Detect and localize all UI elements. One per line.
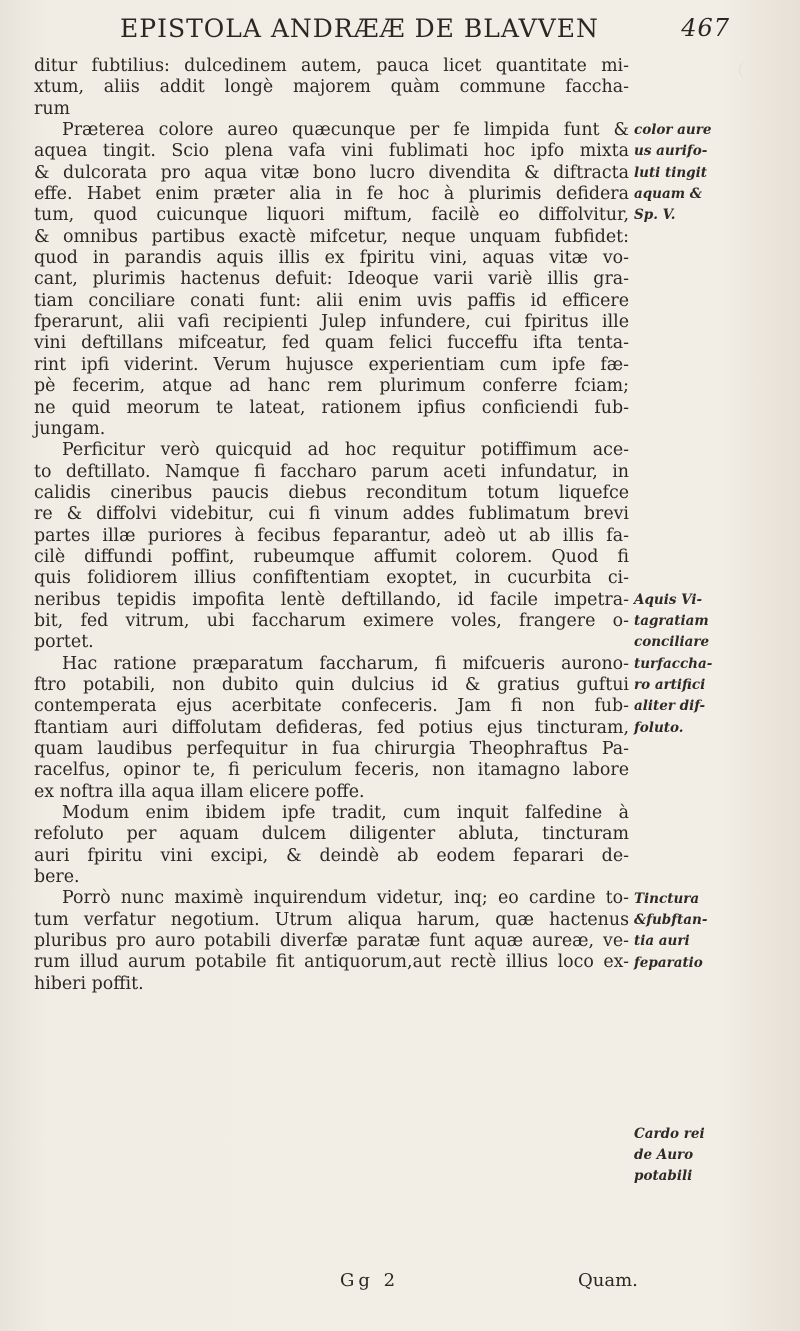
margin-note-line: luti tingit	[634, 164, 707, 181]
text-line: rum	[34, 98, 71, 119]
text-line: cilè diffundi poffint, rubeumque affumit colorem. Quod fi	[34, 546, 629, 567]
margin-note-line: tagratiam	[634, 613, 709, 630]
running-head	[120, 14, 730, 50]
text-line: quam laudibus perfequitur in fua chirurgia Theophraftus Pa-	[34, 739, 629, 759]
margin-note-line: conciliare	[634, 634, 710, 651]
text-line: jungam.	[34, 418, 106, 439]
text-line: bere.	[34, 867, 80, 888]
text-line: partes illæ puriores à fecibus feparantur, adeò ut ab illis fa-	[34, 525, 629, 546]
running-head-title: EPISTOLA ANDRÆÆ DE BLAVVEN	[120, 14, 599, 43]
margin-note-line: &fubftan-	[634, 911, 708, 928]
body-text	[34, 56, 629, 995]
text-line: Hac ratione præparatum faccharum, fi mifcueris aurono-	[62, 653, 629, 674]
margin-note-line: Aquis Vi-	[634, 591, 703, 608]
margin-note-line: Cardo rei	[634, 1125, 705, 1142]
text-line: refoluto per aquam dulcem diligenter abluta, tincturam	[34, 824, 629, 845]
text-line: tum, quod cuicunque liquori miftum, facilè eo diffolvitur,	[34, 205, 629, 226]
margin-note-line: tia auri	[634, 933, 690, 950]
text-line: Præterea colore aureo quæcunque per fe limpida funt &	[62, 120, 629, 141]
page-number: 467	[681, 14, 730, 42]
text-line: fperarunt, alii vafi recipienti Julep infundere, cui fpiritus ille	[34, 312, 629, 333]
paragraph	[34, 803, 629, 888]
margin-note-line	[634, 867, 707, 888]
paragraph	[34, 654, 629, 803]
text-line: bit, fed vitrum, ubi faccharum eximere voles, frangere o-	[34, 610, 629, 631]
text-line: & dulcorata pro aqua vitæ bono lucro divendita & diftracta	[34, 162, 629, 183]
text-line: tum verfatur negotium. Utrum aliqua harum, quæ hactenus	[34, 909, 629, 930]
margin-note-line: color aure	[634, 122, 712, 139]
margin-note	[634, 867, 707, 974]
margin-note-line: potabili	[634, 1168, 693, 1185]
margin-note-line: us aurifo-	[634, 143, 708, 160]
text-line: calidis cineribus paucis diebus reconditum totum liquefce	[34, 482, 629, 503]
paragraph	[34, 56, 629, 120]
paper-stain	[739, 60, 760, 80]
paragraph	[34, 888, 629, 995]
text-line: xtum, aliis addit longè majorem quàm commune faccha-	[34, 77, 629, 98]
text-line: quis folidiorem illius confiftentiam exoptet, in cucurbita ci-	[34, 568, 629, 589]
paragraph	[34, 440, 629, 653]
text-line: ex noftra illa aqua illam elicere poffe.	[34, 781, 365, 802]
margin-note-line: foluto.	[634, 719, 684, 736]
text-line: auri fpiritu vini excipi, & deindè ab eodem feparari de-	[34, 845, 629, 866]
text-line: ftro potabili, non dubito quin dulcius id & gratius guftui	[34, 674, 629, 695]
text-line: ftantiam auri diffolutam defideras, fed potius ejus tincturam,	[34, 717, 629, 738]
text-line: effe. Habet enim præter alia in fe hoc à plurimis defidera	[34, 184, 629, 205]
text-line: pluribus pro auro potabili diverfæ paratæ funt aquæ aureæ, ve-	[34, 931, 629, 952]
text-line: tiam conciliare conati funt: alii enim uvis paffis id efficere	[34, 290, 629, 311]
text-line: rum illud aurum potabile fit antiquorum,aut rectè illius loco ex-	[34, 952, 629, 973]
text-line: rint ipfi viderint. Verum hujusce experientiam cum ipfe fæ-	[34, 354, 629, 375]
margin-note-line: aliter dif-	[634, 698, 706, 715]
text-line: ditur fubtilius: dulcedinem autem, pauca licet quantitate mi-	[34, 56, 629, 76]
text-line: vini deftillans mifceatur, fed quam felici fucceffu ifta tenta-	[34, 333, 629, 354]
margin-note-line: Tinctura	[634, 890, 700, 907]
margin-note-line: Sp. V.	[634, 207, 676, 224]
text-line: racelfus, opinor te, fi periculum feceris, non itamagno labore	[34, 760, 629, 781]
text-line: contemperata ejus acerbitate confeceris. Jam fi non fub-	[34, 696, 629, 717]
margin-note-line: turfaccha-	[634, 655, 713, 672]
text-line: ne quid meorum te lateat, rationem ipfius conficiendi fub-	[34, 397, 629, 418]
text-line: re & diffolvi videbitur, cui fi vinum addes fublimatum brevi	[34, 504, 629, 525]
text-line: pè fecerim, atque ad hanc rem plurimum conferre fciam;	[34, 376, 629, 397]
text-line: quod in parandis aquis illis ex fpiritu vini, aquas vitæ vo-	[34, 248, 629, 269]
text-line: portet.	[34, 632, 94, 653]
text-line: cant, plurimis hactenus defuit: Ideoque varii variè illis gra-	[34, 269, 629, 290]
text-line: to deftillato. Namque fi faccharo parum aceti infundatur, in	[34, 461, 629, 482]
catchword: Quam.	[578, 1270, 638, 1291]
text-line: Perficitur verò quicquid ad hoc requitur potiffimum ace-	[62, 440, 629, 461]
page-footer	[0, 1270, 800, 1300]
text-line: Porrò nunc maximè inquirendum videtur, inq; eo cardine to-	[62, 888, 629, 909]
text-line: Modum enim ibidem ipfe tradit, cum inquit falfedine à	[62, 803, 629, 824]
paragraph	[34, 120, 629, 440]
text-line: aquea tingit. Scio plena vafa vini fublimati hoc ipfo mixta	[34, 141, 629, 162]
margin-note-line: feparatio	[634, 954, 703, 971]
margin-note	[634, 1124, 705, 1188]
signature-mark: Gg 2	[340, 1270, 400, 1291]
margin-note-line: de Auro	[634, 1146, 694, 1163]
margin-note-line: ro artifici	[634, 677, 706, 694]
margin-note-line: aquam &	[634, 186, 702, 203]
margin-note	[634, 590, 712, 739]
margin-note	[634, 120, 711, 227]
text-line: hiberi poffit.	[34, 973, 144, 994]
text-line: & omnibus partibus exactè mifcetur, neque unquam fubfidet:	[34, 226, 629, 247]
text-line: neribus tepidis impofita lentè deftillando, id facile impetra-	[34, 589, 629, 610]
